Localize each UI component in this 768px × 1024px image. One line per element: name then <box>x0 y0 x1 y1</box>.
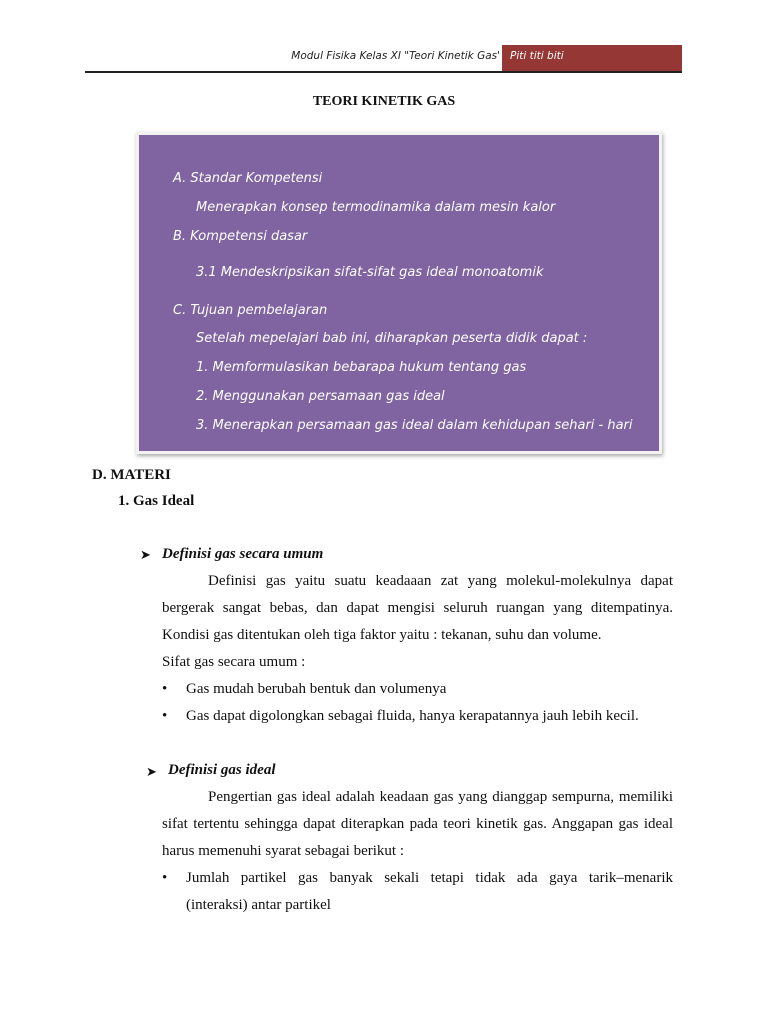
section-title-gas-umum: Definisi gas secara umum <box>162 546 324 562</box>
goal-item: 2. Menggunakan persamaan gas ideal <box>196 389 445 404</box>
header-divider <box>85 71 682 73</box>
list-item: Jumlah partikel gas banyak sekali tetapi tidak ada gaya tarik–menarik <box>186 870 673 886</box>
tujuan-label: C. Tujuan pembelajaran <box>173 303 328 318</box>
competency-box <box>136 132 662 454</box>
list-item-continuation: (interaksi) antar partikel <box>186 897 331 913</box>
tujuan-intro: Setelah mepelajari bab ini, diharapkan peserta didik dapat : <box>196 331 588 346</box>
arrow-bullet-icon: ➤ <box>140 547 151 562</box>
list-item: Gas dapat digolongkan sebagai fluida, hanya kerapatannya jauh lebih kecil. <box>186 708 639 724</box>
bullet-icon: • <box>162 681 168 697</box>
list-item: Gas mudah berubah bentuk dan volumenya <box>186 681 447 697</box>
materi-heading: D. MATERI <box>92 467 171 483</box>
paragraph-gas-ideal: Pengertian gas ideal adalah keadaan gas yang dianggap sempurna, memiliki sifat tertentu sehingga dapat diterapkan pada teori kinetik gas. Anggapan gas ideal harus memenuhi syarat sebagai berikut : <box>162 789 673 859</box>
kompetensi-dasar-text: 3.1 Mendeskripsikan sifat-sifat gas ideal monoatomik <box>196 265 544 280</box>
section-title-gas-ideal: Definisi gas ideal <box>168 762 276 778</box>
document-title: TEORI KINETIK GAS <box>312 94 456 109</box>
gas-ideal-heading: 1. Gas Ideal <box>118 493 195 509</box>
bullet-icon: • <box>162 870 168 886</box>
goal-item: 3. Menerapkan persamaan gas ideal dalam kehidupan sehari - hari <box>196 418 633 433</box>
bullet-icon: • <box>162 708 168 724</box>
sifat-gas-label: Sifat gas secara umum : <box>162 654 306 670</box>
goal-item: 1. Memformulasikan bebarapa hukum tentang gas <box>196 360 527 375</box>
arrow-bullet-icon: ➤ <box>146 764 157 779</box>
standar-kompetensi-label: A. Standar Kompetensi <box>173 171 323 186</box>
header-author-tag: Piti titi biti <box>502 45 682 71</box>
header-module-title: Modul Fisika Kelas XI "Teori Kinetik Gas' <box>291 50 500 62</box>
kompetensi-dasar-label: B. Kompetensi dasar <box>173 229 308 244</box>
standar-kompetensi-text: Menerapkan konsep termodinamika dalam mesin kalor <box>196 200 556 215</box>
paragraph-gas-umum: Definisi gas yaitu suatu keadaaan zat yang molekul-molekulnya dapat bergerak sangat bebas, dan dapat mengisi seluruh ruangan yang ditempatinya. Kondisi gas ditentukan oleh tiga faktor yaitu : tekanan, suhu dan volume. <box>162 573 673 643</box>
